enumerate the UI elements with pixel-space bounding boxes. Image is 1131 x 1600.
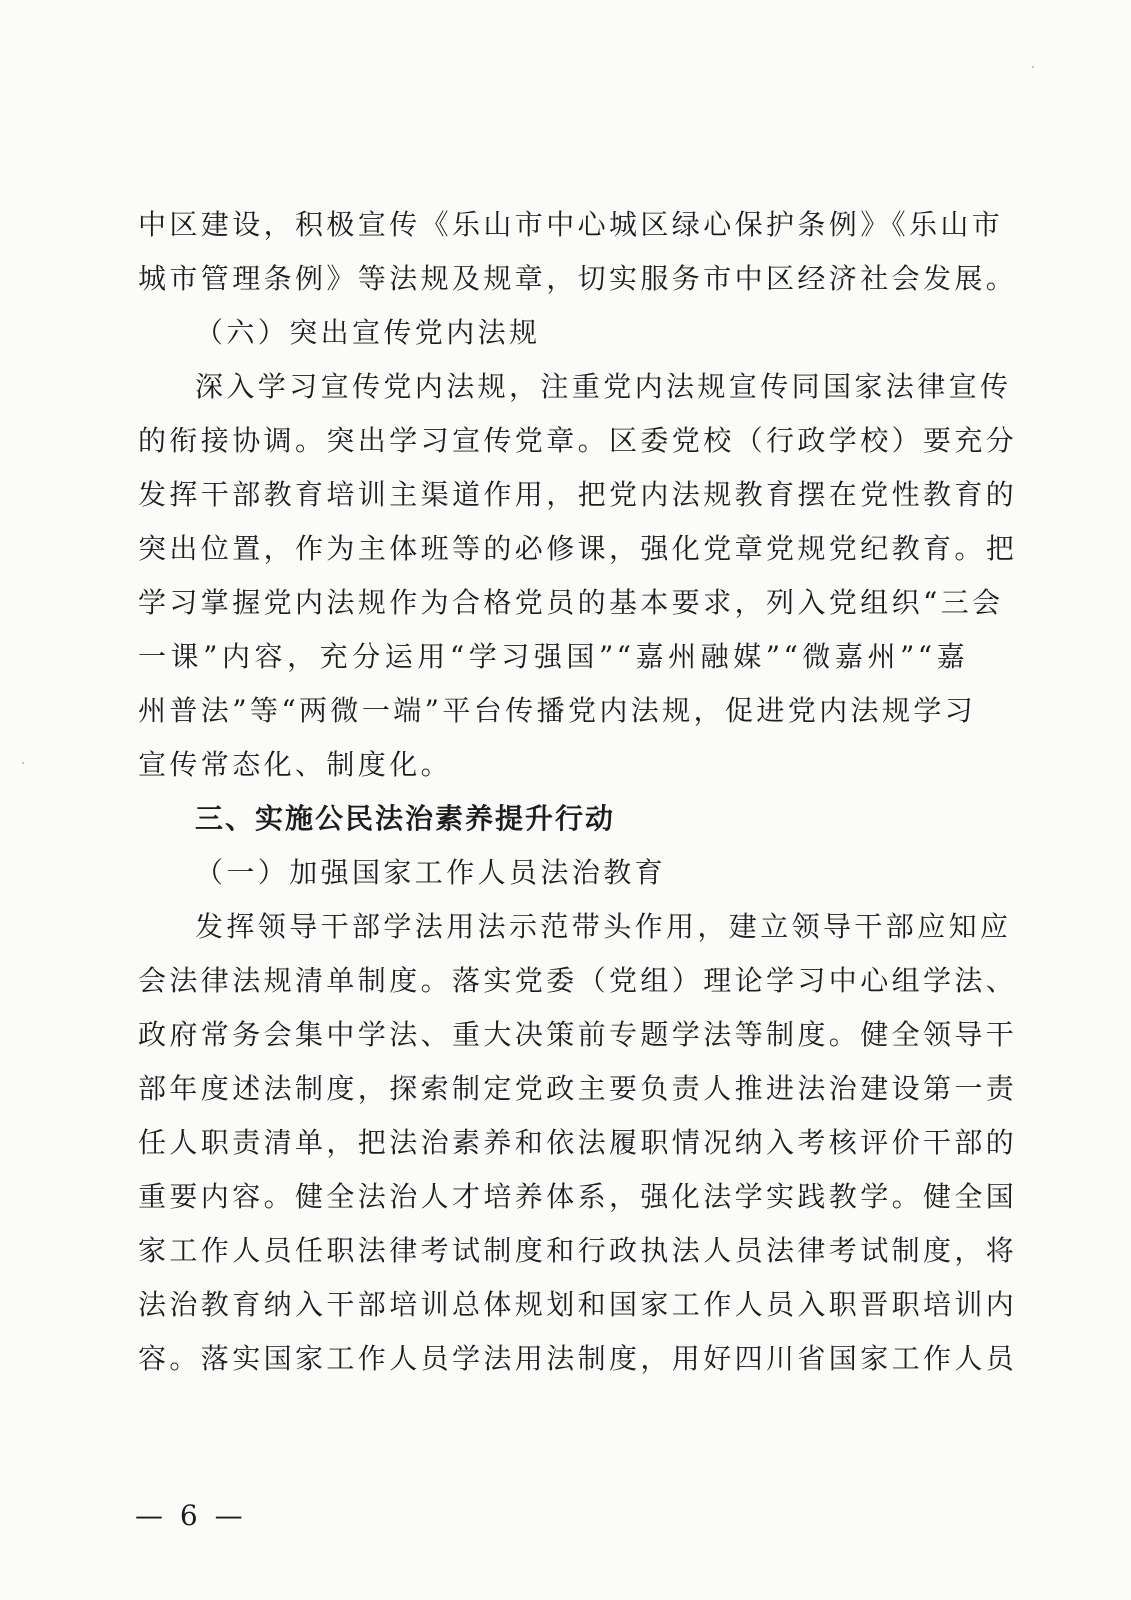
scan-speck [22,762,24,764]
body-text-line: 政府常务会集中学法、重大决策前专题学法等制度。健全领导干 [138,1018,1018,1051]
body-text-line: 发挥干部教育培训主渠道作用，把党内法规教育摆在党性教育的 [138,478,1018,511]
page-number: — 6 — [135,1499,247,1532]
body-text-line: 城市管理条例》等法规及规章，切实服务市中区经济社会发展。 [138,262,1018,295]
body-text-line: 任人职责清单，把法治素养和依法履职情况纳入考核评价干部的 [138,1126,1018,1159]
subsection-heading: （六）突出宣传党内法规 [195,316,541,349]
body-text-line: 州普法”等“两微一端”平台传播党内法规，促进党内法规学习 [138,694,977,727]
body-text-line: 的衔接协调。突出学习宣传党章。区委党校（行政学校）要充分 [138,424,1018,457]
body-text-line: 学习掌握党内法规作为合格党员的基本要求，列入党组织“三会 [138,586,1004,619]
body-text-line: 重要内容。健全法治人才培养体系，强化法学实践教学。健全国 [138,1180,1018,1213]
body-text-line: 法治教育纳入干部培训总体规划和国家工作人员入职晋职培训内 [138,1288,1018,1321]
body-text-line: 会法律法规清单制度。落实党委（党组）理论学习中心组学法、 [138,964,1018,997]
body-text-line: 一课”内容，充分运用“学习强国”“嘉州融媒”“微嘉州”“嘉 [138,640,968,673]
subsection-heading: （一）加强国家工作人员法治教育 [195,856,667,889]
body-text-line: 宣传常态化、制度化。 [138,748,453,781]
section-heading: 三、实施公民法治素养提升行动 [195,802,616,835]
body-text-line: 部年度述法制度，探索制定党政主要负责人推进法治建设第一责 [138,1072,1018,1105]
body-text-line: 中区建设，积极宣传《乐山市中心城区绿心保护条例》《乐山市 [138,208,1004,241]
paragraph-first-line: 深入学习宣传党内法规，注重党内法规宣传同国家法律宣传 [195,370,1012,403]
scan-speck [1032,66,1034,68]
body-text-line: 突出位置，作为主体班等的必修课，强化党章党规党纪教育。把 [138,532,1018,565]
paragraph-first-line: 发挥领导干部学法用法示范带头作用，建立领导干部应知应 [195,910,1012,943]
body-text-line: 容。落实国家工作人员学法用法制度，用好四川省国家工作人员 [138,1342,1018,1375]
body-text-line: 家工作人员任职法律考试制度和行政执法人员法律考试制度，将 [138,1234,1018,1267]
